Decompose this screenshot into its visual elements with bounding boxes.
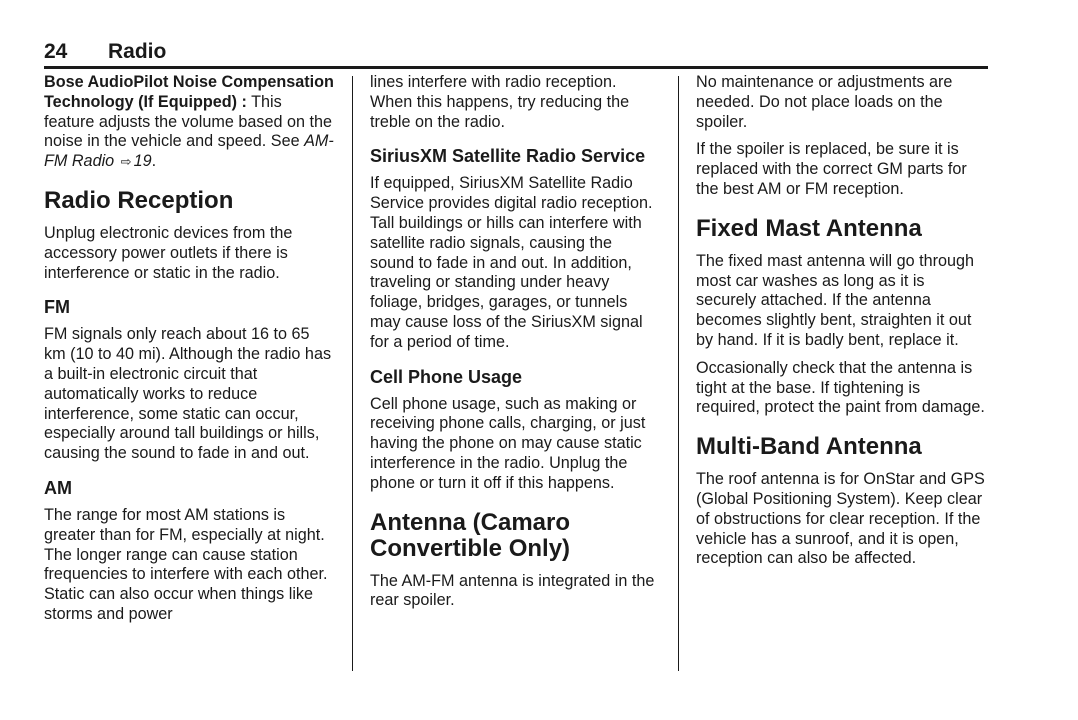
column-divider — [352, 76, 353, 671]
radio-reception-text: Unplug electronic devices from the accessory power outlets if there is interference or static in the radio. — [44, 223, 293, 282]
am-text: The range for most AM stations is greater than for FM, especially at night. The longer range can cause station frequencies to interfere with each other. Static can also occur when things like storms and power — [44, 505, 328, 623]
multi-band-heading: Multi-Band Antenna — [696, 433, 922, 461]
page-number: 24 — [44, 40, 68, 63]
fm-text: FM signals only reach about 16 to 65 km (10 to 40 mi). Although the radio has a built-in electronic circuit that automatically works to reduce interference, some static can occur, especially around tall buildings or hills, causing the sound to fade in and out. — [44, 325, 332, 463]
column-1 — [44, 73, 334, 633]
antenna-text: The AM-FM antenna is integrated in the rear spoiler. — [370, 571, 655, 610]
page-header — [44, 38, 988, 69]
radio-reception-heading: Radio Reception — [44, 186, 234, 214]
page-ref-arrow-icon: ⇨ — [120, 154, 132, 170]
antenna-check-text: Occasionally check that the antenna is tight at the base. If tightening is required, protect the paint from damage. — [696, 358, 985, 417]
am-heading: AM — [44, 477, 72, 498]
fixed-mast-text: The fixed mast antenna will go through most car washes as long as it is securely attached. If the antenna becomes slightly bent, straighten it out by hand. If it is badly bent, replace it. — [696, 251, 975, 349]
antenna-heading: Antenna (Camaro Convertible Only) — [370, 508, 571, 562]
siriusxm-text: If equipped, SiriusXM Satellite Radio Service provides digital radio reception. Tall buildings or hills can interfere with satellite radio signals, causing the sound to fade in and out. In addition, traveling or standing under heavy foliage, bridges, garages, or tunnels may cause loss of the SiriusXM signal for a period of time. — [370, 174, 653, 351]
column-2 — [370, 73, 660, 619]
column-3 — [696, 73, 986, 577]
am-fm-radio-link[interactable]: AM-FM Radio — [44, 132, 334, 171]
section-title: Radio — [108, 40, 167, 63]
page-ref-number[interactable]: 19 — [133, 152, 152, 171]
cell-phone-text: Cell phone usage, such as making or receiving phone calls, charging, or just having the phone on may cause static interference in the radio. Unplug the phone or turn it off if this happens. — [370, 394, 646, 492]
maintenance-text: No maintenance or adjustments are needed. Do not place loads on the spoiler. — [696, 73, 953, 131]
cell-phone-heading: Cell Phone Usage — [370, 366, 523, 387]
continued-text: lines interfere with radio reception. When this happens, try reducing the treble on the radio. — [370, 73, 630, 131]
spoiler-replace-text: If the spoiler is replaced, be sure it is replaced with the correct GM parts for the best AM or FM reception. — [696, 140, 967, 198]
fixed-mast-heading: Fixed Mast Antenna — [696, 214, 922, 242]
bose-end: . — [151, 152, 157, 171]
bose-text: This feature adjusts the volume based on the noise in the vehicle and speed. See — [44, 92, 332, 151]
column-divider — [678, 76, 679, 671]
multi-band-text: The roof antenna is for OnStar and GPS (Global Positioning System). Keep clear of obstructions for clear reception. If the vehicle has a sunroof, and it is open, reception can also be affected. — [696, 470, 985, 568]
siriusxm-heading: SiriusXM Satellite Radio Service — [370, 146, 646, 167]
bose-paragraph — [44, 73, 334, 172]
bose-title: Bose AudioPilot Noise Compensation Technology (If Equipped) : — [44, 73, 334, 111]
fm-heading: FM — [44, 297, 70, 318]
